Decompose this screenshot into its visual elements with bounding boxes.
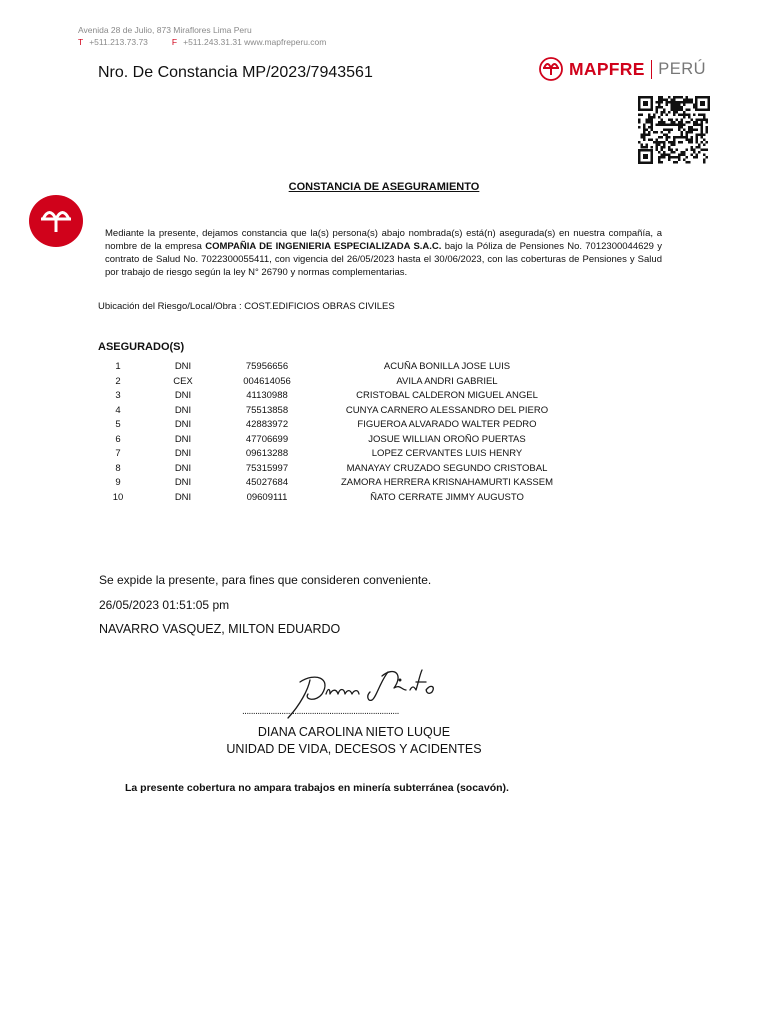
mapfre-logo	[538, 57, 706, 81]
doc-type: DNI	[174, 361, 192, 372]
issuance-statement: Se expide la presente, para fines que consideren conveniente.	[99, 573, 432, 587]
insured-row	[100, 492, 580, 507]
insured-name: CUNYA CARNERO ALESSANDRO DEL PIERO	[345, 404, 549, 416]
logo-brand: MAPFRE	[569, 58, 645, 79]
insured-row	[100, 361, 580, 376]
paragraph-part1: Mediante la presente, dejamos constancia que la(s) persona(s) abajo nombrada(s) está(n) asegurada(s) en nuestra compañía, a nombre de la empresa	[105, 228, 662, 252]
constancia-number: Nro. De Constancia MP/2023/7943561	[98, 64, 373, 81]
insured-list	[100, 361, 580, 506]
doc-type: DNI	[174, 390, 192, 401]
insured-row	[100, 434, 580, 449]
insured-name: LOPEZ CERVANTES LUIS HENRY	[371, 448, 523, 459]
row-number: 8	[115, 462, 121, 474]
insured-name: CRISTOBAL CALDERON MIGUEL ANGEL	[356, 390, 538, 401]
logo-divider	[651, 60, 653, 79]
doc-number: 47706699	[245, 433, 289, 445]
doc-number: 42883972	[245, 419, 289, 430]
logo-country: PERÚ	[658, 59, 707, 78]
issuer-name: NAVARRO VASQUEZ, MILTON EDUARDO	[99, 622, 341, 636]
insured-row	[100, 448, 580, 463]
risk-location: Ubicación del Riesgo/Local/Obra : COST.EDIFICIOS OBRAS CIVILES	[98, 301, 395, 312]
doc-type: CEX	[173, 375, 193, 387]
phone-label: T	[78, 37, 84, 47]
insured-row	[100, 390, 580, 405]
mapfre-emblem-icon	[538, 57, 564, 81]
row-number: 3	[115, 390, 121, 401]
insured-row	[100, 477, 580, 492]
contact-line	[78, 37, 326, 47]
insured-row	[100, 405, 580, 420]
insured-name: JOSUE WILLIAN OROÑO PUERTAS	[368, 433, 526, 445]
paragraph-part2: bajo la Póliza de Pensiones No. 7012300044629 y contrato de Salud No. 7022300055411, con vigencia del 26/05/2023 hasta el 30/06/2023, con las coberturas de Pensiones y Salud por trabajo de riesgo según la ley N° 26790 y normas complementarias.	[105, 241, 662, 278]
doc-number: 09613288	[245, 448, 289, 459]
row-number: 9	[115, 477, 121, 488]
doc-type: DNI	[174, 462, 192, 474]
insured-name: AVILA ANDRI GABRIEL	[396, 375, 498, 387]
doc-number: 75315997	[245, 462, 289, 474]
mapfre-emblem-icon-large	[29, 195, 83, 247]
coverage-note: La presente cobertura no ampara trabajos en minería subterránea (socavón).	[125, 782, 509, 794]
doc-type: DNI	[174, 477, 192, 488]
phone-number: +511.213.73.73	[89, 37, 148, 47]
doc-number: 41130988	[246, 390, 288, 401]
signer-name: DIANA CAROLINA NIETO LUQUE	[257, 725, 451, 739]
qr-code	[638, 96, 710, 164]
doc-type: DNI	[174, 433, 192, 445]
signer-unit: UNIDAD DE VIDA, DECESOS Y ACIDENTES	[226, 742, 482, 756]
row-number: 5	[115, 419, 121, 430]
row-number: 1	[115, 361, 121, 372]
doc-type: DNI	[174, 404, 192, 416]
insured-name: FIGUEROA ALVARADO WALTER PEDRO	[357, 419, 537, 430]
document-title: CONSTANCIA DE ASEGURAMIENTO	[288, 181, 480, 193]
row-number: 6	[115, 433, 121, 445]
insured-name: ÑATO CERRATE JIMMY AUGUSTO	[370, 491, 524, 503]
insured-name: MANAYAY CRUZADO SEGUNDO CRISTOBAL	[346, 462, 548, 474]
doc-number: 45027684	[245, 477, 289, 488]
issue-datetime: 26/05/2023 01:51:05 pm	[99, 598, 230, 612]
row-number: 2	[115, 375, 121, 387]
certificate-paragraph	[105, 227, 662, 279]
signature-line: ........................................................................	[242, 706, 399, 717]
insured-row	[100, 376, 580, 391]
insured-name: ZAMORA HERRERA KRISNAHAMURTI KASSEM	[340, 477, 554, 488]
row-number: 7	[115, 448, 121, 459]
company-name: COMPAÑIA DE INGENIERIA ESPECIALIZADA S.A.C.	[205, 241, 442, 252]
row-number: 10	[112, 491, 124, 503]
fax-and-website: +511.243.31.31 www.mapfreperu.com	[183, 37, 327, 47]
insured-row	[100, 419, 580, 434]
fax-label: F	[171, 37, 178, 47]
doc-number: 75956656	[245, 361, 289, 372]
doc-type: DNI	[174, 448, 192, 459]
company-address: Avenida 28 de Julio, 873 Miraflores Lima Peru	[78, 25, 252, 35]
doc-type: DNI	[174, 419, 192, 430]
insured-row	[100, 463, 580, 478]
insured-name: ACUÑA BONILLA JOSE LUIS	[383, 361, 511, 372]
insured-heading: ASEGURADO(S)	[98, 341, 185, 353]
doc-number: 09609111	[246, 491, 288, 503]
row-number: 4	[115, 404, 121, 416]
doc-number: 004614056	[243, 375, 291, 387]
doc-number: 75513858	[245, 404, 289, 416]
doc-type: DNI	[174, 491, 192, 503]
